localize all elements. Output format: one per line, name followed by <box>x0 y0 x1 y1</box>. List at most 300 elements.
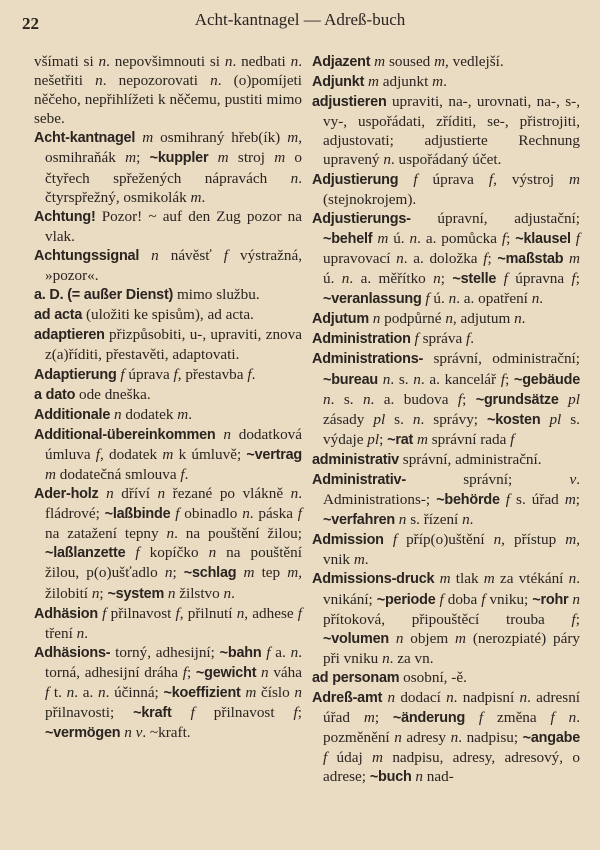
entry-text: . torná, adhesijní dráha <box>45 643 302 681</box>
entry-text: , adhese <box>244 604 298 622</box>
grammar-label: n <box>362 390 371 408</box>
dictionary-entry <box>34 207 302 246</box>
grammar-label: n <box>242 505 250 523</box>
grammar-label: n <box>224 53 233 70</box>
grammar-label: f <box>478 709 484 727</box>
entry-text: . <box>469 511 474 529</box>
grammar-label: n <box>382 649 390 667</box>
entry-text: . účinná; <box>105 684 164 701</box>
grammar-label: n <box>519 689 528 706</box>
grammar-label: n <box>124 724 132 742</box>
grammar-label: n <box>383 151 391 169</box>
headword: ~änderung <box>392 710 466 727</box>
entry-text: za vtékání <box>494 570 569 588</box>
entry-text: k úmluvě; <box>173 445 247 463</box>
entry-text: ú. <box>388 229 410 247</box>
grammar-label: f <box>413 170 418 188</box>
headword: ~schlag <box>183 565 237 582</box>
grammar-label: f <box>392 531 398 549</box>
dictionary-entry <box>34 405 302 425</box>
entry-text: tep <box>254 564 288 582</box>
headword: adaptieren <box>34 327 105 344</box>
headword: Admissions-druck <box>312 571 435 588</box>
grammar-label: n <box>208 544 217 562</box>
entry-text: změna <box>483 709 551 727</box>
grammar-label: f <box>503 270 508 288</box>
grammar-label: f <box>102 604 107 622</box>
entry-text: . čtyrspřežný, osmikolák <box>45 169 302 206</box>
dictionary-entry <box>312 470 580 530</box>
grammar-label: m <box>274 149 286 167</box>
entry-text: . pozměnění <box>323 709 580 747</box>
entry-text: ; <box>487 249 498 267</box>
entry-text: , adjutum <box>452 310 515 328</box>
grammar-label: n <box>450 729 459 747</box>
grammar-label: n <box>167 584 176 602</box>
grammar-label: n <box>514 310 522 328</box>
grammar-label: n <box>76 624 85 642</box>
grammar-label: f <box>323 749 328 767</box>
grammar-label: n <box>394 729 402 747</box>
headword: administrativ <box>312 451 399 468</box>
entry-text: nad- <box>422 768 454 786</box>
entry-text: s. <box>385 410 413 428</box>
grammar-label: n <box>412 410 421 428</box>
entry-text: úprava <box>417 170 489 188</box>
dictionary-entry <box>312 530 580 569</box>
headword: Additionale <box>34 406 111 423</box>
entry-text: . <box>201 188 206 206</box>
headword: a. D. (= außer Dienst) <box>34 287 174 304</box>
entry-text <box>208 149 217 166</box>
grammar-label: n <box>97 684 106 701</box>
grammar-label: m <box>564 491 576 509</box>
grammar-label: n <box>396 249 404 267</box>
headword: ~kraft <box>133 705 172 722</box>
entry-text: adjunkt <box>378 73 433 91</box>
entry-text: mimo službu. <box>173 286 260 304</box>
grammar-label: m <box>434 53 446 70</box>
dictionary-entry <box>34 246 302 285</box>
grammar-label: f <box>120 365 125 383</box>
headword: ~system <box>107 585 165 602</box>
grammar-label: m <box>125 149 137 167</box>
grammar-label: n <box>572 590 581 608</box>
entry-text: správní rada <box>427 430 511 448</box>
grammar-label: pl <box>549 410 562 428</box>
entry-text: ode dneška. <box>75 385 151 403</box>
grammar-label: f <box>223 246 229 264</box>
grammar-label: f <box>175 604 180 622</box>
grammar-label: f <box>550 709 555 727</box>
grammar-label: m <box>190 188 202 206</box>
entry-text: . nedbati <box>232 53 291 70</box>
headword: ~kuppler <box>149 150 209 167</box>
grammar-label: m <box>142 129 154 147</box>
left-column <box>34 52 302 743</box>
entry-text: , osmihraňák <box>45 129 303 167</box>
entry-text: adresy <box>401 729 451 747</box>
entry-text: ; <box>99 584 108 602</box>
entry-text: . na pouštění žilou; <box>174 525 302 543</box>
entry-text: t. <box>49 684 67 701</box>
entry-text: dodatek <box>121 405 178 423</box>
headword: ad personam <box>312 669 400 686</box>
headword: Ader-holz <box>34 486 99 503</box>
dictionary-entry <box>312 209 580 309</box>
grammar-label: m <box>245 684 257 701</box>
entry-text: ú. <box>323 270 342 288</box>
entry-text: úprava <box>124 365 174 383</box>
dictionary-entry <box>34 484 302 604</box>
dictionary-entry <box>34 325 302 364</box>
entry-text: (stejnokrojem). <box>323 190 417 208</box>
dictionary-entry <box>34 128 302 206</box>
grammar-label: f <box>466 330 471 348</box>
grammar-label: m <box>287 129 299 147</box>
headword: ~volumen <box>323 630 389 647</box>
grammar-label: n <box>106 485 114 503</box>
entry-text: s. výdaje <box>323 410 580 448</box>
headword: a dato <box>34 386 76 403</box>
entry-text <box>99 485 107 502</box>
grammar-label: f <box>190 704 195 722</box>
entry-text: osmihraný hřeb(ík) <box>153 129 288 147</box>
headword: Acht-kantnagel <box>34 130 136 147</box>
entry-text: ; <box>575 491 581 509</box>
entry-text: všímati si <box>34 53 99 70</box>
headword: ~kosten <box>487 411 541 428</box>
grammar-label: n <box>493 531 502 549</box>
dictionary-entry <box>34 385 302 405</box>
grammar-label: f <box>500 370 506 388</box>
entry-text: (uložiti ke spisům), ad acta. <box>82 306 254 324</box>
entry-text <box>559 391 568 408</box>
grammar-label: f <box>175 505 180 523</box>
entry-text <box>398 171 413 188</box>
grammar-label: m <box>177 405 189 423</box>
headword: Adhäsions- <box>34 644 111 661</box>
entry-text: úpravní, adjustační; <box>410 209 580 227</box>
entry-text: , přestavba <box>177 365 248 383</box>
grammar-label: f <box>571 270 576 288</box>
grammar-label: f <box>439 590 444 608</box>
grammar-label: f <box>571 610 576 628</box>
entry-text: . správy; <box>420 410 488 428</box>
grammar-label: m <box>565 531 577 549</box>
dictionary-entry <box>312 450 580 470</box>
entry-text: ú. <box>429 290 449 308</box>
headword: Adjustierung <box>312 171 399 188</box>
grammar-label: n <box>568 709 577 727</box>
grammar-label: f <box>135 544 140 562</box>
grammar-label: v <box>569 470 577 488</box>
grammar-label: n <box>236 604 245 622</box>
grammar-label: n <box>294 684 303 701</box>
entry-text: . a. doložka <box>403 249 484 267</box>
entry-text: upraviti, na-, urovnati, na-, s-, vy-, uspořádati, zříditi, se-, přistrojiti, adjustovati; adjustierte Rechnung upravený <box>323 93 580 169</box>
entry-text: správa <box>418 330 467 348</box>
grammar-label: n <box>409 229 418 247</box>
entry-text: ; <box>462 390 476 408</box>
grammar-label: n <box>261 663 269 681</box>
grammar-label: n <box>462 511 470 529</box>
entry-text: tření <box>45 624 77 642</box>
entry-text: . uspořádaný účet. <box>390 151 502 169</box>
grammar-label: n <box>290 53 299 70</box>
entry-text: přilnavost <box>106 604 176 622</box>
grammar-label: n <box>66 684 75 701</box>
grammar-label: n <box>290 643 299 661</box>
dictionary-entry <box>312 688 580 787</box>
entry-text: údaj <box>327 749 373 767</box>
entry-text: , žilobití <box>45 564 303 602</box>
entry-text: dodatková úmluva <box>45 425 303 463</box>
entry-text <box>496 270 503 287</box>
grammar-label: n <box>164 564 173 582</box>
grammar-label: m <box>367 73 379 91</box>
dictionary-entry <box>34 285 302 305</box>
entry-text: . s. <box>390 370 414 388</box>
grammar-label: m <box>363 709 375 727</box>
entry-text: s. řízení <box>406 511 463 529</box>
entry-text: kopíčko <box>139 544 209 562</box>
grammar-label: f <box>266 643 271 661</box>
entry-text: . nepozorovati <box>102 72 211 90</box>
entry-text: . vnikání; <box>323 570 581 608</box>
entry-text <box>389 630 396 647</box>
headword: Administration <box>312 331 411 348</box>
entry-text: obinadlo <box>179 505 243 523</box>
entry-text: úpravna <box>507 270 572 288</box>
entry-text: přizpůsobiti, u-, upraviti, znova z(a)říditi, přestavěti, adaptovati. <box>45 326 302 364</box>
grammar-label: m <box>416 430 428 448</box>
entry-text <box>125 544 135 561</box>
entry-text: dodací <box>395 689 447 706</box>
headword: ~veranlassung <box>323 291 422 308</box>
grammar-label: n <box>568 570 577 588</box>
entry-text: , dodatek <box>100 445 163 463</box>
dictionary-entry <box>34 365 302 385</box>
headword: Additional-übereinkommen <box>34 426 216 443</box>
running-head: Acht-kantnagel — Adreß-buch <box>194 10 406 29</box>
grammar-label: f <box>575 229 581 247</box>
entry-text: žilstvo <box>175 584 224 602</box>
entry-text: . a. budova <box>370 390 458 408</box>
headword: ~periode <box>376 591 436 608</box>
grammar-label: f <box>457 390 463 408</box>
headword: ~gewicht <box>195 664 257 681</box>
entry-text: stroj <box>228 149 275 167</box>
grammar-label: n <box>446 689 454 706</box>
grammar-label: f <box>293 704 298 722</box>
headword: Administrativ- <box>312 471 406 488</box>
headword: ~angabe <box>522 730 581 747</box>
grammar-label: n <box>151 246 159 264</box>
entry-text: řezané po vlákně <box>165 485 291 503</box>
grammar-label: m <box>243 564 255 582</box>
grammar-label: n <box>91 584 100 602</box>
headword: Adreß-amt <box>312 690 383 706</box>
grammar-label: n <box>223 584 232 602</box>
grammar-label: n <box>223 425 231 443</box>
grammar-label: f <box>510 430 515 448</box>
grammar-label: m <box>374 53 386 70</box>
entry-text: . <box>539 290 544 308</box>
headword: ~stelle <box>452 271 497 288</box>
dictionary-entry <box>312 329 580 349</box>
grammar-label: n <box>372 310 381 328</box>
grammar-label: f <box>180 465 185 483</box>
entry-text: s. úřad <box>510 491 565 509</box>
entry-text: . ~kraft. <box>142 724 191 742</box>
entry-text: . a. <box>74 684 98 701</box>
entry-text <box>172 704 191 721</box>
entry-text: . <box>184 465 189 483</box>
grammar-label: m <box>217 149 229 167</box>
entry-text <box>139 247 151 264</box>
entry-text: podpůrné <box>380 310 446 328</box>
headword: ~vermögen <box>45 725 121 742</box>
headword: ~rat <box>387 431 414 448</box>
entry-text: o čtyřech spřežených nápravách <box>45 149 303 187</box>
headword: adjustieren <box>312 94 387 111</box>
grammar-label: m <box>162 445 174 463</box>
grammar-label: m <box>287 564 299 582</box>
grammar-label: f <box>483 249 488 267</box>
entry-text: , přilnutí <box>179 604 237 622</box>
grammar-label: n <box>166 525 175 543</box>
entry-text: přilnavosti; <box>45 704 134 722</box>
entry-text: , výstroj <box>493 170 570 188</box>
grammar-label: pl <box>367 430 380 448</box>
dictionary-entry <box>34 643 302 743</box>
grammar-label: f <box>297 604 303 622</box>
entry-text: příp(o)uštění <box>397 531 494 549</box>
entry-text: přilnavost <box>194 704 294 722</box>
grammar-label: m <box>377 229 389 247</box>
headword: ~verfahren <box>323 512 395 529</box>
grammar-label: f <box>297 505 302 523</box>
entry-text: ; <box>506 229 516 247</box>
entry-text: . <box>251 365 256 383</box>
entry-text: upravovací <box>323 249 397 267</box>
grammar-label: m <box>569 249 580 267</box>
dictionary-entry <box>312 309 580 329</box>
entry-text: . <box>443 73 447 91</box>
entry-text: osobní, -ě. <box>399 668 467 686</box>
headword: ~laßlanzette <box>45 545 126 562</box>
grammar-label: f <box>414 330 419 348</box>
headword: ~koeffizient <box>163 685 241 701</box>
entry-text: ; <box>440 270 453 288</box>
entry-text: číslo <box>256 684 295 701</box>
grammar-label: n <box>113 405 122 423</box>
grammar-label: m <box>45 465 56 483</box>
entry-text: ; <box>379 430 388 448</box>
grammar-label: m <box>569 170 580 188</box>
entry-text: ; <box>575 270 581 288</box>
entry-text: . Administrations-; <box>323 470 580 509</box>
entry-text: (nerozpiaté) páry při vniku <box>323 629 580 667</box>
entry-text: objem <box>403 629 456 647</box>
entry-text <box>384 531 393 548</box>
grammar-label: n <box>531 290 540 308</box>
dictionary-entry <box>312 668 580 688</box>
entry-text: nadpisu, adresy, adresový, o adrese; <box>323 749 580 786</box>
grammar-label: n <box>341 270 350 288</box>
grammar-label: n <box>98 53 107 70</box>
entry-text: a. <box>270 643 291 661</box>
grammar-label: f <box>173 365 178 383</box>
right-column <box>312 52 580 787</box>
headword: Achtungssignal <box>34 247 140 264</box>
entry-text: , vnik <box>323 531 580 569</box>
entry-text: torný, adhesijní; <box>110 643 220 661</box>
grammar-label: pl <box>568 390 580 408</box>
grammar-label: m <box>483 570 495 588</box>
grammar-label: f <box>425 290 430 308</box>
entry-text: ; <box>505 370 515 388</box>
entry-text: . páska <box>249 505 298 523</box>
grammar-label: f <box>488 170 494 188</box>
entry-text: . s. <box>330 390 363 408</box>
dictionary-entry <box>34 52 302 128</box>
entry-text: . za vn. <box>389 649 434 667</box>
grammar-label: pl <box>373 410 386 428</box>
entry-text: váha <box>268 663 302 681</box>
entry-text: . <box>521 310 526 328</box>
entry-text: . <box>470 330 475 348</box>
entry-text: . <box>188 405 192 423</box>
headword: ~bureau <box>323 371 378 388</box>
grammar-label: n <box>210 72 218 90</box>
grammar-label: n <box>415 768 423 786</box>
grammar-label: m <box>432 73 444 91</box>
grammar-label: f <box>247 365 252 383</box>
grammar-label: n <box>95 72 103 90</box>
entry-text: ; <box>136 149 150 167</box>
grammar-label: n <box>290 169 299 187</box>
entry-text: . (o)pomíjeti něčeho, nepřihlížeti k něčemu, pustiti mimo sebe. <box>34 72 302 128</box>
grammar-label: n <box>433 270 441 288</box>
entry-text: . <box>364 551 369 569</box>
headword: Adjunkt <box>312 74 365 91</box>
headword: Adhäsion <box>34 605 98 622</box>
headword: Adaptierung <box>34 366 117 383</box>
dictionary-entry <box>312 72 580 92</box>
grammar-label: m <box>439 570 451 588</box>
headword: ~behörde <box>436 492 500 509</box>
entry-text: na pouštění žilou, p(o)ušťadlo <box>45 544 302 582</box>
entry-text: ; <box>172 564 184 582</box>
entry-text: na zatažení tepny <box>45 525 167 543</box>
entry-text: . a. pomůcka <box>417 229 502 247</box>
entry-text: ; <box>186 663 196 681</box>
entry-text: . nadpisu; <box>458 729 523 747</box>
grammar-label: n <box>445 310 453 328</box>
entry-text: dříví <box>113 485 158 503</box>
grammar-label: n <box>395 629 404 647</box>
grammar-label: n <box>323 390 331 408</box>
entry-text: návěsť <box>158 246 224 264</box>
headword: Admission <box>312 532 384 549</box>
entry-text: ; <box>575 610 580 628</box>
headword: Adjutum <box>312 311 369 328</box>
entry-text: . a. kancelář <box>420 370 501 388</box>
headword: ~gebäude <box>514 371 580 388</box>
entry-text: zásady <box>323 410 374 428</box>
